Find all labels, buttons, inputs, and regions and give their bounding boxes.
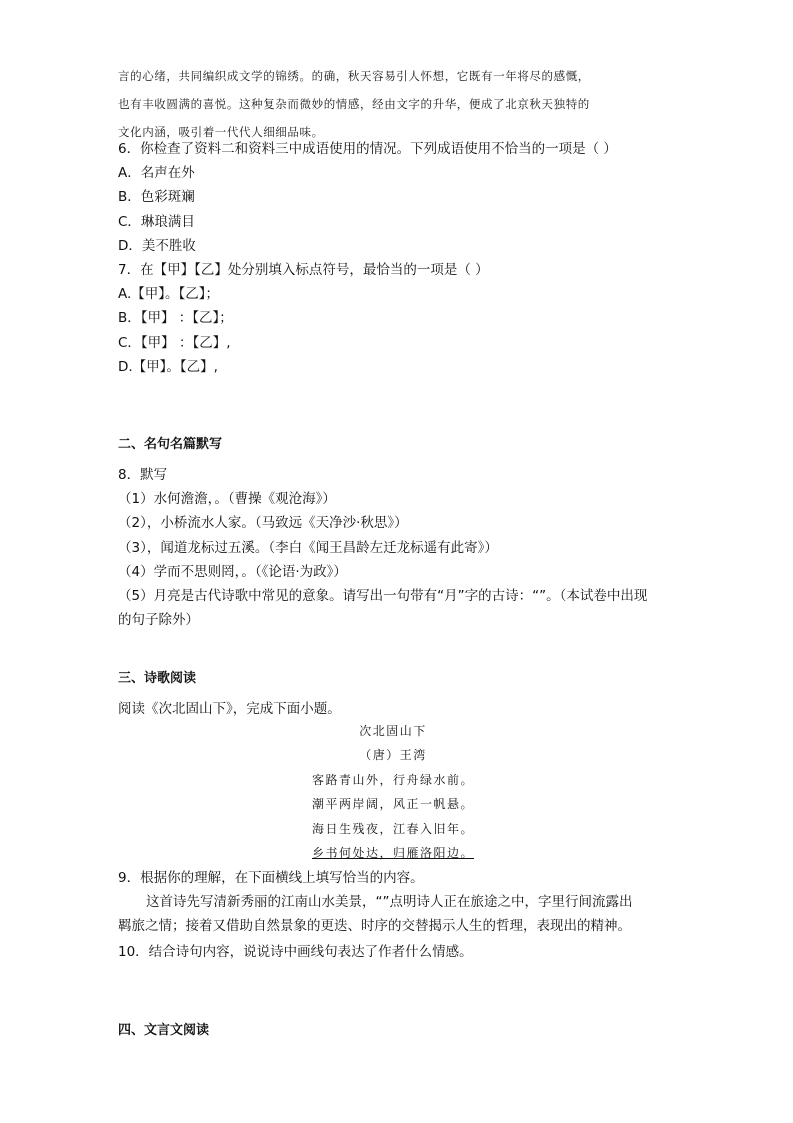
option-a: A.【甲】。【乙】； <box>118 286 220 303</box>
section-title: 二、名句名篇默写 <box>118 437 223 452</box>
section-title: 三、诗歌阅读 <box>118 671 197 686</box>
section-4 <box>118 1019 678 1038</box>
fill-item: 的句子除外） <box>118 612 199 629</box>
question-stem: 9．根据你的理解，在下面横线上填写恰当的内容。 <box>118 870 424 886</box>
question-stem: 6．你检查了资料二和资料三中成语使用的情况。下列成语使用不恰当的一项是（ ） <box>118 141 617 157</box>
option-c: C．【甲】 ：【乙】, <box>118 334 231 351</box>
option-c: C．琳琅满目 <box>118 213 195 230</box>
question-8 <box>118 463 678 632</box>
question-stem: 8．默写 <box>118 467 168 483</box>
reading-instruction-block <box>118 697 678 721</box>
underlined-text: 乡书何处达，归雁洛阳边。 <box>311 846 474 861</box>
section-3 <box>118 667 678 686</box>
question-10 <box>118 940 678 964</box>
fill-item: （3），闻道龙标过五溪。（李白《闻王昌龄左迁龙标遥有此寄》） <box>118 539 498 556</box>
intro-paragraph <box>118 62 678 146</box>
option-b: B．【甲】 ：【乙】； <box>118 310 233 327</box>
option-b: B．色彩斑斓 <box>118 189 195 206</box>
section-title: 四、文言文阅读 <box>118 1023 210 1038</box>
intro-line: 也有丰收圆满的喜悦。这种复杂而微妙的情感，经由文字的升华，便成了北京秋天独特的 <box>118 97 590 111</box>
poem <box>118 719 668 865</box>
poem-underlined-line <box>118 841 668 865</box>
reading-instruction: 阅读《次北固山下》，完成下面小题。 <box>118 701 341 717</box>
question-stem: 10．结合诗句内容，说说诗中画线句表达了作者什么情感。 <box>118 944 473 960</box>
poem-author: （唐）王湾 <box>359 748 427 763</box>
fill-item: （2），小桥流水人家。（马致远《天净沙·秋思》） <box>118 515 408 532</box>
fill-item: （5）月亮是古代诗歌中常见的意象。请写出一句带有“月”字的古诗：“”。（本试卷中出现 <box>118 588 648 605</box>
fill-item: （1）水何澹澹，。（曹操《观沧海》） <box>118 491 336 508</box>
option-a: A．名声在外 <box>118 165 195 182</box>
intro-line: 言的心绪，共同编织成文学的锦绣。的确，秋天容易引人怀想，它既有一年将尽的感慨， <box>118 69 590 83</box>
poem-line: 客路青山外，行舟绿水前。 <box>311 772 474 787</box>
poem-title: 次北固山下 <box>359 724 427 738</box>
poem-line: 海日生残夜，江春入旧年。 <box>311 821 474 836</box>
section-2 <box>118 433 678 452</box>
question-7 <box>118 258 678 379</box>
fill-item: （4）学而不思则罔，。（《论语·为政》） <box>118 563 347 580</box>
fill-text: 羁旅之情；接着又借助自然景象的更迭、时序的交替揭示人生的哲理，表现出的精神。 <box>118 918 631 935</box>
fill-text: 这首诗先写清新秀丽的江南山水美景，“”点明诗人正在旅途之中，字里行间流露出 <box>146 894 633 911</box>
question-9 <box>118 866 678 939</box>
option-d: D．美不胜收 <box>118 237 196 254</box>
question-6 <box>118 137 678 258</box>
option-d: D.【甲】。【乙】, <box>118 358 218 375</box>
question-stem: 7．在【甲】【乙】处分别填入标点符号，最恰当的一项是（ ） <box>118 262 489 278</box>
intro-line: 文化内涵，吸引着一代代人细细品味。 <box>118 125 324 139</box>
poem-line: 潮平两岸阔，风正一帆悬。 <box>311 797 474 812</box>
